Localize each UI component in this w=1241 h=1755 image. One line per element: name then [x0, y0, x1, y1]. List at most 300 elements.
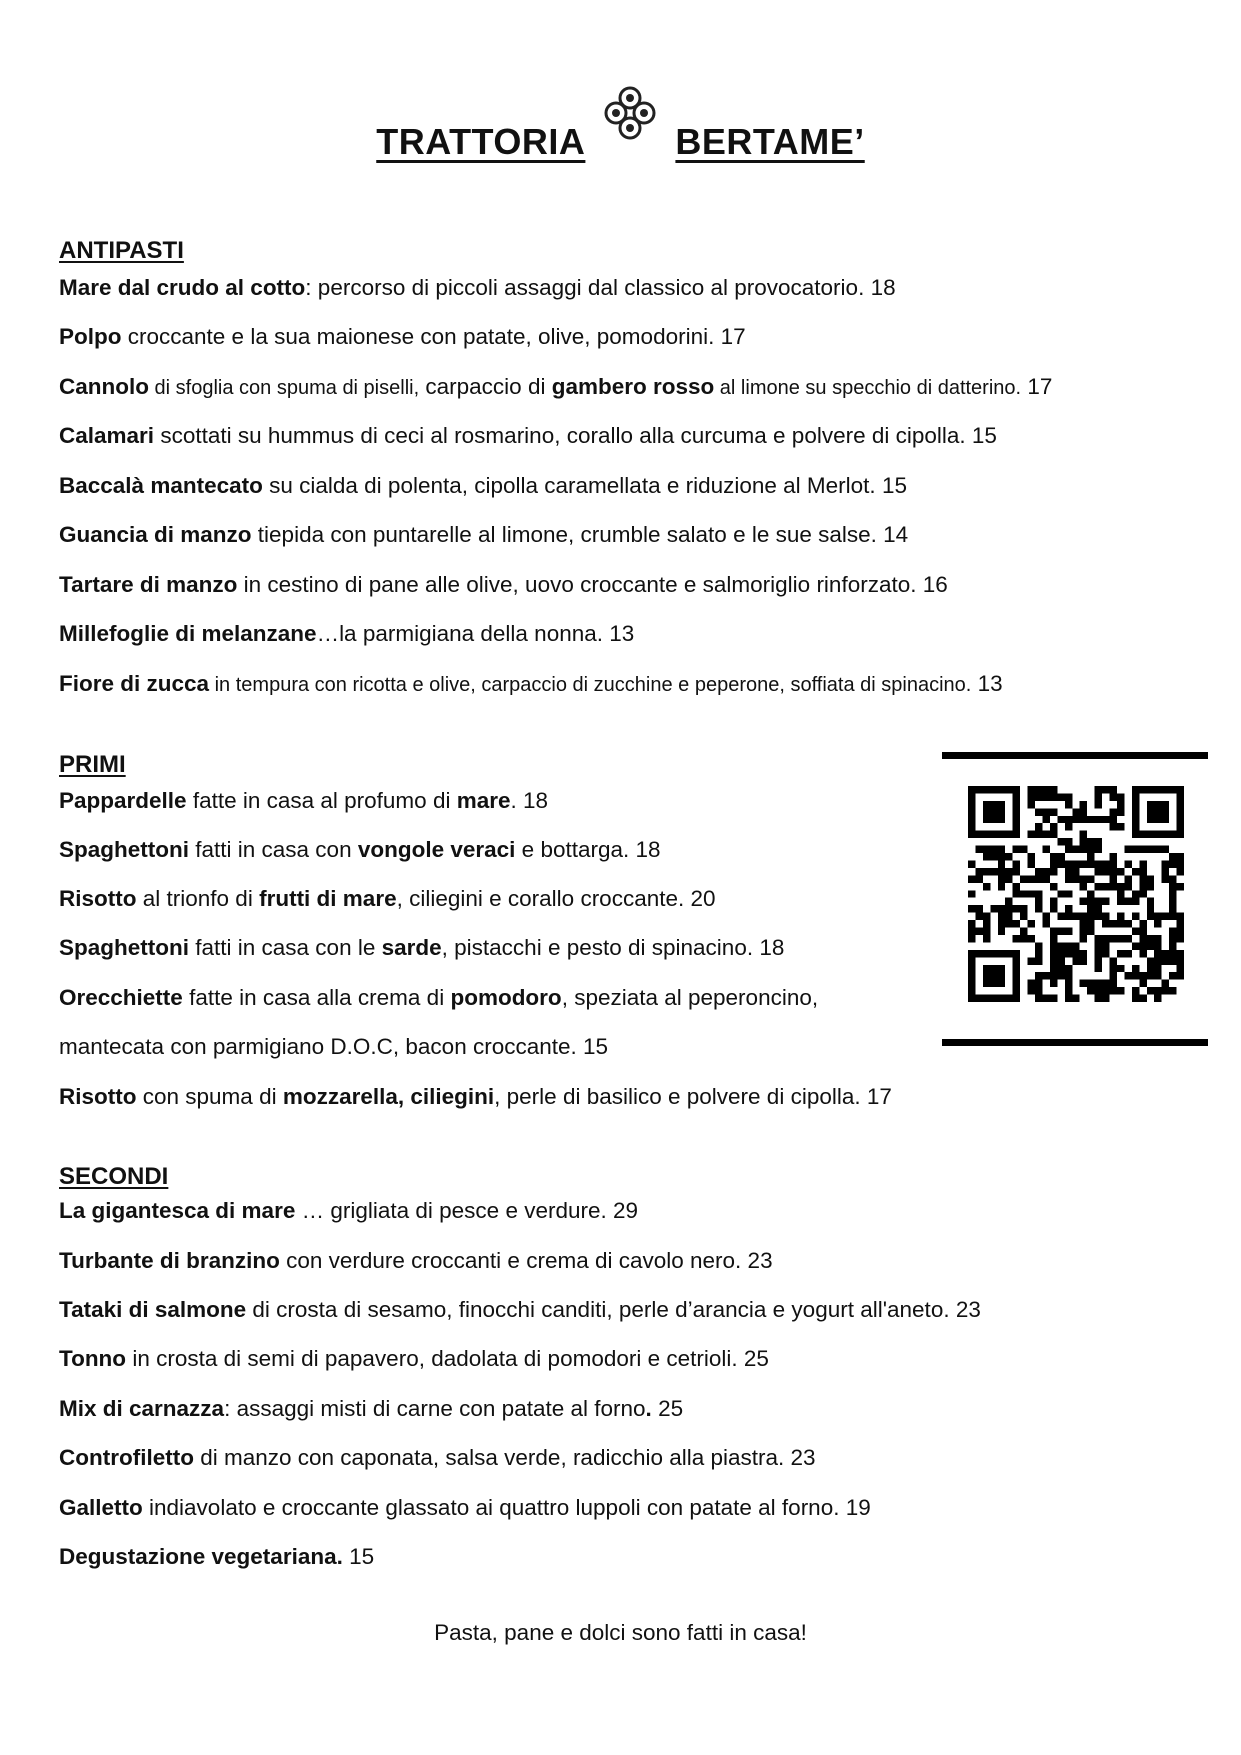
qr-module [998, 950, 1005, 957]
qr-module [1147, 913, 1154, 920]
qr-module [1065, 905, 1072, 912]
qr-module [968, 816, 975, 823]
qr-module [1065, 987, 1072, 994]
qr-module [1065, 846, 1072, 853]
qr-module [968, 987, 975, 994]
qr-module [1013, 801, 1020, 808]
qr-module [983, 831, 990, 838]
qr-module [1132, 890, 1139, 897]
qr-block [942, 752, 1208, 1046]
qr-module [1139, 935, 1146, 942]
qr-module [1139, 868, 1146, 875]
qr-module [1117, 935, 1124, 942]
qr-module [1095, 965, 1102, 972]
dish-description: … grigliata di pesce e verdure. 29 [295, 1198, 639, 1223]
qr-module [1132, 868, 1139, 875]
qr-module [1162, 786, 1169, 793]
qr-module [998, 913, 1005, 920]
menu-item [59, 1544, 374, 1570]
dish-highlight: vongole veraci [357, 837, 516, 862]
qr-module [1147, 905, 1154, 912]
qr-module [975, 786, 982, 793]
qr-module [1177, 913, 1184, 920]
dish-highlight: . [645, 1396, 652, 1421]
qr-module [1028, 957, 1035, 964]
qr-module [1110, 868, 1117, 875]
qr-module [1013, 793, 1020, 800]
qr-module [1057, 957, 1064, 964]
dish-name: Calamari [59, 423, 155, 448]
qr-module [1057, 928, 1064, 935]
qr-module [990, 786, 997, 793]
qr-module [1095, 950, 1102, 957]
qr-module [1035, 823, 1042, 830]
qr-module [1087, 980, 1094, 987]
qr-module [990, 808, 997, 815]
qr-module [1154, 846, 1161, 853]
qr-module [990, 972, 997, 979]
qr-module [1154, 801, 1161, 808]
qr-module [1013, 846, 1020, 853]
dish-name: Degustazione vegetariana. [59, 1544, 343, 1569]
qr-module [968, 823, 975, 830]
dish-highlight: gambero rosso [551, 374, 715, 399]
qr-module [1102, 898, 1109, 905]
qr-module [1102, 883, 1109, 890]
menu-item [59, 837, 661, 863]
qr-module [1139, 928, 1146, 935]
qr-module [1005, 875, 1012, 882]
qr-module [998, 853, 1005, 860]
qr-module [1169, 987, 1176, 994]
qr-module [1177, 823, 1184, 830]
qr-module [975, 928, 982, 935]
qr-module [975, 846, 982, 853]
qr-module [1035, 980, 1042, 987]
qr-module [1162, 875, 1169, 882]
qr-module [1050, 957, 1057, 964]
qr-module [1177, 950, 1184, 957]
qr-module [1050, 905, 1057, 912]
qr-module [1035, 786, 1042, 793]
qr-module [990, 868, 997, 875]
qr-module [1162, 950, 1169, 957]
qr-module [1028, 987, 1035, 994]
qr-module [1020, 846, 1027, 853]
dish-name: Tataki di salmone [59, 1297, 247, 1322]
qr-module [1139, 831, 1146, 838]
qr-module [1080, 920, 1087, 927]
qr-module [1139, 950, 1146, 957]
qr-module [1095, 846, 1102, 853]
qr-module [1162, 957, 1169, 964]
menu-item [59, 788, 548, 814]
qr-module [1102, 995, 1109, 1002]
dish-description: scottati su hummus di ceci al rosmarino, corallo alla curcuma e polvere di cipolla. 15 [154, 423, 997, 448]
qr-module [990, 816, 997, 823]
qr-module [1162, 860, 1169, 867]
qr-module [1154, 942, 1161, 949]
qr-module [1005, 995, 1012, 1002]
qr-module [1080, 898, 1087, 905]
qr-module [1162, 987, 1169, 994]
qr-module [1139, 980, 1146, 987]
qr-module [1065, 875, 1072, 882]
dish-name: Controfiletto [59, 1445, 194, 1470]
qr-module [1013, 823, 1020, 830]
qr-module [968, 890, 975, 897]
qr-module [983, 846, 990, 853]
qr-module [983, 995, 990, 1002]
qr-module [1095, 913, 1102, 920]
qr-module [1057, 965, 1064, 972]
qr-module [1162, 846, 1169, 853]
qr-module [1028, 853, 1035, 860]
qr-module [968, 920, 975, 927]
dish-name: Risotto [59, 886, 137, 911]
qr-module [1110, 965, 1117, 972]
qr-module [1139, 942, 1146, 949]
qr-module [1154, 786, 1161, 793]
qr-module [1028, 831, 1035, 838]
menu-item [59, 275, 896, 301]
dish-description: , speziata al peperoncino, [561, 985, 819, 1010]
qr-module [1057, 972, 1064, 979]
menu-item [59, 985, 818, 1011]
qr-module [968, 950, 975, 957]
qr-module [983, 913, 990, 920]
qr-module [1035, 898, 1042, 905]
qr-module [1065, 823, 1072, 830]
dish-name: Turbante di branzino [59, 1248, 280, 1273]
dish-highlight: mozzarella, ciliegini [282, 1084, 495, 1109]
qr-module [1154, 950, 1161, 957]
qr-module [968, 965, 975, 972]
qr-module [1035, 995, 1042, 1002]
qr-module [1013, 831, 1020, 838]
qr-module [1154, 935, 1161, 942]
qr-module [1080, 957, 1087, 964]
qr-module [1117, 950, 1124, 957]
qr-module [1132, 898, 1139, 905]
qr-module [1154, 808, 1161, 815]
qr-module [1124, 920, 1131, 927]
qr-module [1072, 846, 1079, 853]
qr-module [1154, 920, 1161, 927]
qr-module [1177, 816, 1184, 823]
qr-module [1169, 860, 1176, 867]
qr-module [1162, 831, 1169, 838]
qr-module [983, 801, 990, 808]
qr-module [1087, 905, 1094, 912]
qr-module [1147, 957, 1154, 964]
qr-module [1147, 786, 1154, 793]
qr-module [1095, 883, 1102, 890]
qr-module [1065, 860, 1072, 867]
dish-description: . 18 [510, 788, 549, 813]
dish-highlight: sarde [381, 935, 442, 960]
qr-module [1028, 890, 1035, 897]
dish-description: indiavolato e croccante glassato ai quattro luppoli con patate al forno. 19 [142, 1495, 871, 1520]
qr-module [1057, 816, 1064, 823]
qr-module [1117, 883, 1124, 890]
qr-module [1110, 987, 1117, 994]
qr-module [1080, 808, 1087, 815]
qr-module [1102, 913, 1109, 920]
qr-module [1110, 972, 1117, 979]
qr-module [1147, 875, 1154, 882]
qr-module [1013, 972, 1020, 979]
qr-module [998, 801, 1005, 808]
qr-module [983, 935, 990, 942]
qr-module [1147, 972, 1154, 979]
qr-module [1065, 980, 1072, 987]
qr-module [1087, 898, 1094, 905]
qr-module [1147, 935, 1154, 942]
qr-module [1005, 898, 1012, 905]
qr-module [1050, 786, 1057, 793]
qr-module [1177, 831, 1184, 838]
qr-module [1065, 950, 1072, 957]
dish-description: fatti in casa con le [189, 935, 382, 960]
title-right: BERTAME’ [675, 121, 865, 162]
qr-module [1087, 860, 1094, 867]
menu-item [59, 1198, 638, 1224]
qr-module [1169, 890, 1176, 897]
qr-module [1020, 935, 1027, 942]
qr-module [1057, 890, 1064, 897]
qr-module [983, 928, 990, 935]
dish-price: 15 [342, 1544, 375, 1569]
dish-description: con verdure croccanti e crema di cavolo nero. 23 [279, 1248, 773, 1273]
menu-item [59, 572, 948, 598]
qr-module [998, 868, 1005, 875]
qr-module [975, 868, 982, 875]
qr-module [1132, 965, 1139, 972]
qr-module [1072, 950, 1079, 957]
qr-module [1080, 838, 1087, 845]
dish-description: di sfoglia con spuma di piselli, [149, 377, 420, 399]
qr-module [1050, 868, 1057, 875]
qr-module [1177, 883, 1184, 890]
qr-module [1169, 883, 1176, 890]
qr-module [1028, 980, 1035, 987]
qr-module [1087, 920, 1094, 927]
qr-module [1102, 987, 1109, 994]
qr-module [1050, 793, 1057, 800]
qr-module [975, 913, 982, 920]
qr-module [1087, 890, 1094, 897]
menu-item [59, 1084, 892, 1110]
dish-name: Orecchiette [59, 985, 183, 1010]
qr-module [1050, 808, 1057, 815]
qr-module [1057, 950, 1064, 957]
qr-module [998, 816, 1005, 823]
qr-module [998, 995, 1005, 1002]
dish-description: fatte in casa alla crema di [182, 985, 451, 1010]
qr-module [1110, 808, 1117, 815]
qr-module [968, 980, 975, 987]
qr-module [1013, 890, 1020, 897]
qr-module [1124, 950, 1131, 957]
qr-module [1169, 875, 1176, 882]
qr-module [968, 875, 975, 882]
dish-price: 17 [1021, 374, 1053, 399]
menu-item [59, 1346, 769, 1372]
qr-module [968, 957, 975, 964]
qr-module [1065, 801, 1072, 808]
qr-module [1169, 898, 1176, 905]
qr-module [1080, 860, 1087, 867]
qr-module [990, 980, 997, 987]
qr-module [1177, 957, 1184, 964]
qr-module [1110, 875, 1117, 882]
qr-module [1042, 875, 1049, 882]
qr-module [1042, 793, 1049, 800]
qr-module [1132, 831, 1139, 838]
qr-module [1028, 920, 1035, 927]
dish-name: Fiore di zucca [59, 671, 210, 696]
dish-name: Cannolo [59, 374, 149, 399]
qr-module [1162, 816, 1169, 823]
qr-module [1035, 875, 1042, 882]
qr-module [990, 965, 997, 972]
qr-module [1147, 965, 1154, 972]
dish-name: Risotto [59, 1084, 137, 1109]
qr-module [1028, 801, 1035, 808]
qr-module [1177, 860, 1184, 867]
qr-module [1139, 920, 1146, 927]
qr-module [1095, 957, 1102, 964]
dish-name: Tartare di manzo [59, 572, 238, 597]
qr-module [1080, 935, 1087, 942]
qr-module [968, 972, 975, 979]
qr-module [1072, 868, 1079, 875]
qr-module [998, 860, 1005, 867]
qr-module [1095, 816, 1102, 823]
dish-description: tiepida con puntarelle al limone, crumble salato e le sue salse. 14 [251, 522, 909, 547]
qr-module [1154, 995, 1161, 1002]
qr-module [1005, 786, 1012, 793]
menu-item [59, 423, 997, 449]
qr-module [968, 831, 975, 838]
qr-module [1065, 838, 1072, 845]
qr-module [1177, 808, 1184, 815]
qr-module [1095, 838, 1102, 845]
qr-module [1102, 860, 1109, 867]
menu-item [59, 522, 908, 548]
qr-module [1072, 808, 1079, 815]
menu-item [59, 671, 1003, 697]
dish-name: Mare dal crudo al cotto [59, 275, 306, 300]
qr-module [1042, 786, 1049, 793]
dish-price: 13 [971, 671, 1003, 696]
qr-module [983, 980, 990, 987]
qr-module [1147, 846, 1154, 853]
qr-module [1087, 838, 1094, 845]
qr-module [968, 905, 975, 912]
qr-module [983, 883, 990, 890]
qr-module [1065, 913, 1072, 920]
qr-module [998, 965, 1005, 972]
qr-module [1065, 928, 1072, 935]
qr-module [1132, 942, 1139, 949]
qr-module [975, 875, 982, 882]
qr-module [1065, 942, 1072, 949]
qr-module [990, 846, 997, 853]
qr-module [1042, 868, 1049, 875]
qr-module [1117, 965, 1124, 972]
qr-module [1013, 987, 1020, 994]
qr-module [1065, 965, 1072, 972]
qr-module [1095, 905, 1102, 912]
qr-module [1132, 801, 1139, 808]
qr-module [1177, 935, 1184, 942]
qr-module [968, 928, 975, 935]
qr-module [1050, 860, 1057, 867]
dish-name: Guancia di manzo [59, 522, 252, 547]
qr-module [1169, 957, 1176, 964]
qr-module [1124, 935, 1131, 942]
qr-module [1169, 786, 1176, 793]
dish-description: in cestino di pane alle olive, uovo croccante e salmoriglio rinforzato. 16 [237, 572, 948, 597]
qr-module [1057, 853, 1064, 860]
qr-module [1177, 965, 1184, 972]
qr-module [1132, 846, 1139, 853]
qr-code-icon[interactable] [968, 786, 1184, 1002]
qr-module [1124, 846, 1131, 853]
qr-module [983, 786, 990, 793]
dish-name: La gigantesca di mare [59, 1198, 296, 1223]
dish-description: , pistacchi e pesto di spinacino. 18 [441, 935, 785, 960]
qr-module [1177, 801, 1184, 808]
qr-module [1147, 898, 1154, 905]
quatrefoil-logo-icon [601, 84, 659, 142]
qr-module [968, 935, 975, 942]
qr-module [1095, 987, 1102, 994]
qr-module [1132, 987, 1139, 994]
qr-module [1013, 995, 1020, 1002]
section-heading-secondi: SECONDI [59, 1163, 169, 1190]
qr-module [1050, 928, 1057, 935]
qr-module [1005, 853, 1012, 860]
menu-item [59, 374, 1052, 400]
dish-name: Pappardelle [59, 788, 187, 813]
qr-module [1050, 942, 1057, 949]
qr-module [1110, 883, 1117, 890]
qr-module [1005, 950, 1012, 957]
qr-module [1132, 972, 1139, 979]
qr-module [968, 808, 975, 815]
qr-module [1147, 883, 1154, 890]
qr-module [1147, 987, 1154, 994]
menu-item [59, 621, 634, 647]
qr-module [1080, 816, 1087, 823]
qr-module [1117, 793, 1124, 800]
qr-module [1154, 965, 1161, 972]
qr-module [1013, 816, 1020, 823]
qr-module [1102, 920, 1109, 927]
qr-module [968, 786, 975, 793]
qr-module [1050, 995, 1057, 1002]
dish-highlight: pomodoro [450, 985, 562, 1010]
qr-module [1013, 965, 1020, 972]
qr-module [1177, 786, 1184, 793]
dish-highlight: mare [456, 788, 511, 813]
qr-module [1042, 972, 1049, 979]
qr-module [1095, 801, 1102, 808]
qr-module [1050, 853, 1057, 860]
